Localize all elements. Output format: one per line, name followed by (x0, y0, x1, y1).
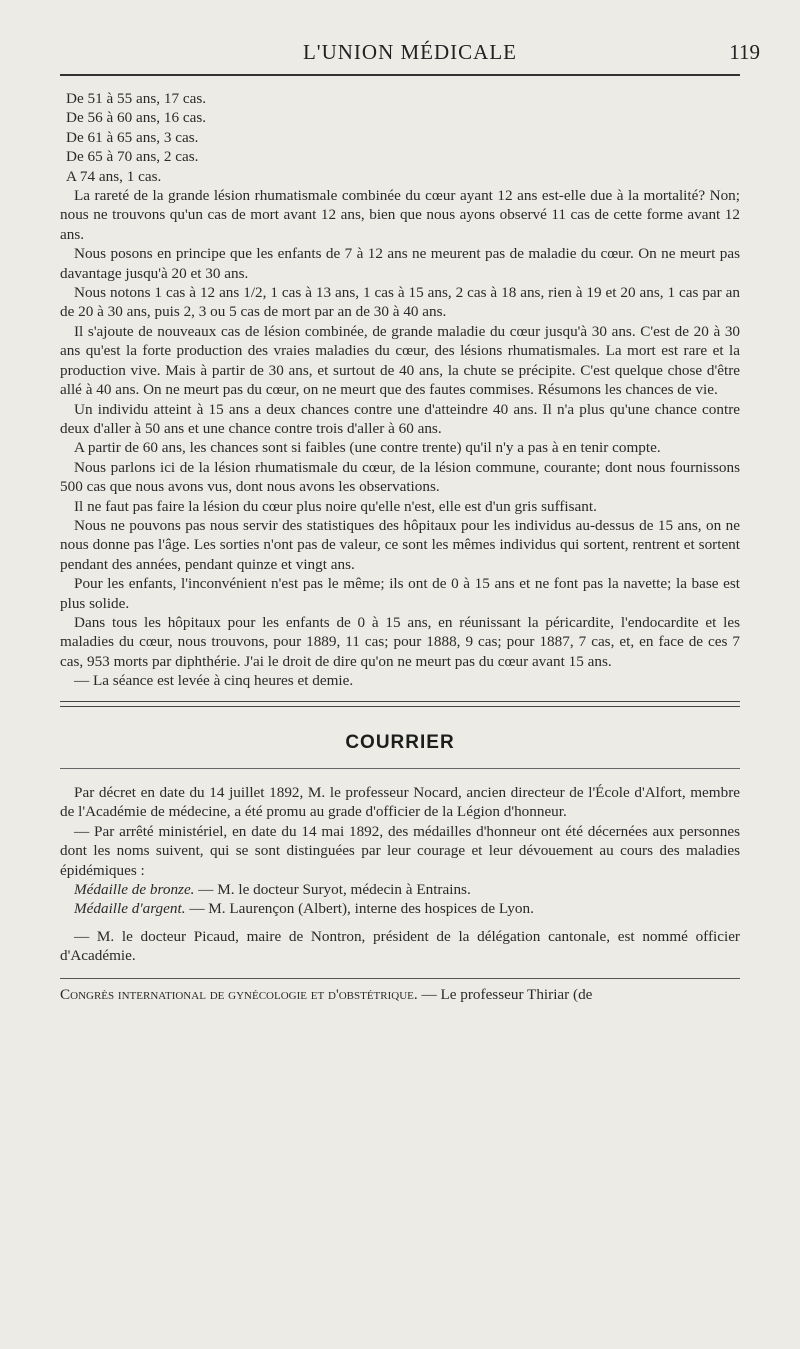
stat-line: De 65 à 70 ans, 2 cas. (66, 148, 199, 166)
paragraph: A partir de 60 ans, les chances sont si faibles (une contre trente) qu'il n'y a pas à en tenir compte. (74, 439, 661, 457)
stat-line: De 51 à 55 ans, 17 cas. (66, 90, 207, 107)
congress-heading: Congrès international de gynécologie et d'obstétrique. (60, 985, 418, 1003)
paragraph: Nous parlons ici de la lésion rhumatismale du cœur, de la lésion commune, courante; dont nous fournissons 500 cas que nous avons vus, dont nous avons les observations. (60, 458, 740, 496)
medal-line-bronze (60, 880, 740, 899)
paragraph: Il s'ajoute de nouveaux cas de lésion combinée, de grande maladie du cœur jusqu'à 30 ans. C'est de 20 à 30 ans qu'est la forte production des vraies maladies du cœur, des lésions rhumatismales. La mort est rare et la production vive. Mais à partir de 30 ans, et surtout de 40 ans, la chute se précipite. C'est quelque chose d'être allé à 40 ans. On ne meurt pas du cœur, on ne meurt que des fautes commises. Résumons les chances de vie. (60, 322, 740, 399)
paragraph: Nous posons en principe que les enfants de 7 à 12 ans ne meurent pas de maladie du cœur. On ne meurt pas davantage jusqu'à 20 et 30 ans. (60, 245, 740, 282)
congress-line (60, 985, 740, 1004)
paragraph: Dans tous les hôpitaux pour les enfants de 0 à 15 ans, en réunissant la péricardite, l'endocardite et les maladies du cœur, nous trouvons, pour 1889, 11 cas; pour 1888, 9 cas; pour 1887, 7 cas, et, en face de ces 7 cas, 953 morts par diphthérie. J'ai le droit de dire qu'on ne meurt pas du cœur avant 15 ans. (60, 613, 740, 670)
article-body (60, 89, 740, 1004)
medal-label: Médaille de bronze. (74, 881, 195, 899)
courrier-paragraph: Par décret en date du 14 juillet 1892, M. le professeur Nocard, ancien directeur de l'École d'Alfort, membre de l'Académie de médecine, a été promu au grade d'officier de la Légion d'honneur. (60, 784, 740, 821)
medal-label: Médaille d'argent. (74, 900, 186, 918)
stat-line: De 61 à 65 ans, 3 cas. (66, 128, 199, 146)
section-title-courrier: COURRIER (345, 731, 455, 753)
courrier-paragraph: — Par arrêté ministériel, en date du 14 mai 1892, des médailles d'honneur ont été décernées aux personnes dont les noms suivent, qui se sont distinguées par leur courage et leur dévouement au cours des maladies épidémiques : (60, 822, 740, 879)
stat-line: De 56 à 60 ans, 16 cas. (66, 109, 207, 127)
medal-recipient: — M. Laurençon (Albert), interne des hospices de Lyon. (185, 900, 534, 918)
paragraph: La rareté de la grande lésion rhumatismale combinée du cœur ayant 12 ans est-elle due à la mortalité? Non; nous ne trouvons qu'un cas de mort avant 12 ans, bien que nous ayons observé 11 cas de cette forme avant 12 ans. (60, 187, 740, 243)
section-title-rule (60, 768, 740, 769)
paragraph: Pour les enfants, l'inconvénient n'est pas le même; ils ont de 0 à 15 ans et ne font pas la navette; la base est plus solide. (60, 575, 740, 612)
paragraph: Nous notons 1 cas à 12 ans 1/2, 1 cas à 13 ans, 1 cas à 15 ans, 2 cas à 18 ans, rien à 19 et 20 ans, 1 cas par an de 20 à 30 ans, puis 2, 3 ou 5 cas de mort par an de 30 à 40 ans. (60, 284, 740, 321)
paragraph: Nous ne pouvons pas nous servir des statistiques des hôpitaux pour les individus au-dessus de 15 ans, on ne nous donne pas l'âge. Les sorties n'ont pas de valeur, ce sont les mêmes individus qui sortent, rentrent et sortent pendant des années, pendant quinze et vingt ans. (60, 516, 740, 573)
running-title: L'UNION MÉDICALE (302, 40, 517, 64)
age-statistics-list (60, 89, 740, 186)
stat-line: A 74 ans, 1 cas. (66, 167, 162, 185)
running-head (60, 40, 760, 68)
congress-text: — Le professeur Thiriar (de (417, 985, 593, 1003)
courrier-paragraph: — M. le docteur Picaud, maire de Nontron, président de la délégation cantonale, est nommé officier d'Académie. (60, 927, 740, 965)
bottom-divider (60, 978, 740, 979)
paragraph: Il ne faut pas faire la lésion du cœur plus noire qu'elle n'est, elle est d'un gris suffisant. (74, 497, 597, 515)
page-number: 119 (729, 40, 760, 64)
section-divider (60, 701, 740, 707)
header-rule (60, 74, 740, 76)
paragraph: Un individu atteint à 15 ans a deux chances contre une d'atteindre 40 ans. Il n'a plus qu'une chance contre deux d'aller à 50 ans et une chance contre trois d'aller à 60 ans. (60, 400, 740, 437)
medal-line-silver (60, 899, 740, 918)
medal-recipient: — M. le docteur Suryot, médecin à Entrains. (194, 881, 471, 899)
session-closing-line: — La séance est levée à cinq heures et demie. (74, 672, 354, 690)
